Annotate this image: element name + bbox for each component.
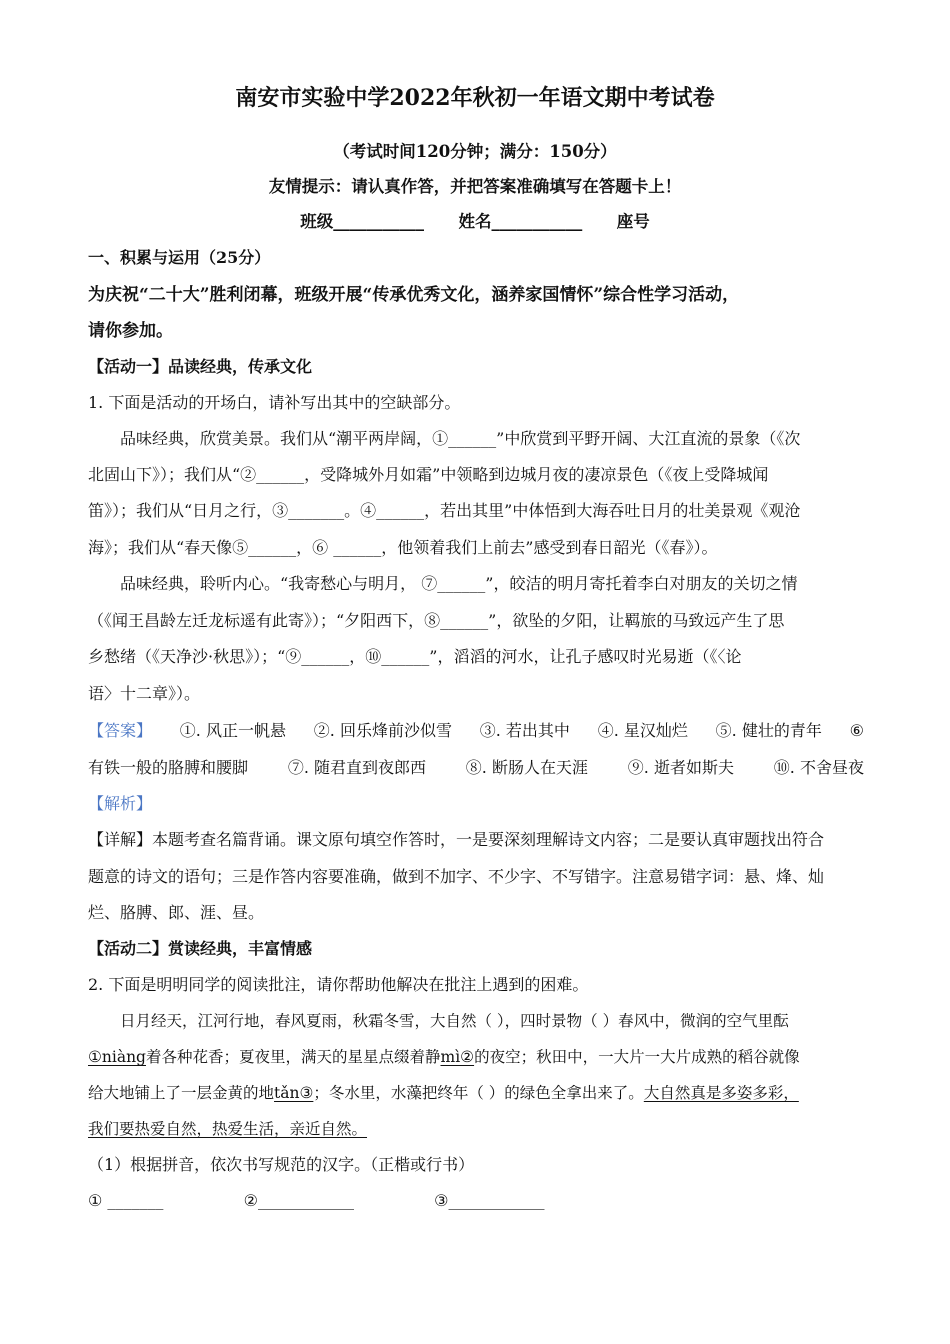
question1-stem: 1. 下面是活动的开场白，请补写出其中的空缺部分。 bbox=[88, 393, 461, 412]
answer-item: ⑥ bbox=[849, 721, 864, 740]
activity1-heading: 【活动一】品读经典，传承文化 bbox=[88, 357, 313, 376]
class-blank[interactable]: ___________ bbox=[333, 212, 425, 231]
subquestion-1: （1）根据拼音，依次书写规范的汉字。（正楷或行书） bbox=[88, 1155, 475, 1174]
answer1-row2 bbox=[88, 757, 864, 779]
q1-para1-line1: 品味经典，欣赏美景。我们从“潮平两岸阔，①______”中欣赏到平野开阔、大江直流的景象（《次 bbox=[120, 429, 801, 448]
q2-passage-line3 bbox=[88, 1082, 864, 1104]
detail-line3: 烂、胳膊、郎、涯、昼。 bbox=[88, 903, 265, 922]
pinyin-blank-2: mì② bbox=[440, 1048, 475, 1066]
underlined-sentence: 大自然真是多姿多彩， bbox=[643, 1084, 799, 1102]
answer-item: ④. 星汉灿烂 bbox=[597, 721, 688, 740]
analysis-label: 【解析】 bbox=[88, 794, 153, 813]
friendly-tip: 友情提示：请认真作答，并把答案准确填写在答题卡上！ bbox=[268, 177, 682, 196]
passage-text: 的夜空；秋田中，一大片一大片成熟的稻谷就像 bbox=[474, 1048, 800, 1066]
answer-item: 有铁一般的胳膊和腰脚 bbox=[88, 758, 249, 777]
name-label: 姓名 bbox=[458, 212, 492, 231]
passage-text: 给大地铺上了一层金黄的地 bbox=[88, 1084, 275, 1102]
answer-item: ③. 若出其中 bbox=[479, 721, 570, 740]
answer-item: ②. 回乐烽前沙似雪 bbox=[313, 721, 452, 740]
answer-blanks-row bbox=[88, 1190, 864, 1212]
pinyin-blank-3: tǎn③ bbox=[274, 1084, 314, 1102]
detail-line1: 【详解】本题考查名篇背诵。课文原句填空作答时，一是要深刻理解诗文内容；二是要认真审题找出符合 bbox=[88, 830, 825, 849]
activity2-heading: 【活动二】赏读经典，丰富情感 bbox=[88, 939, 313, 958]
passage-text: 着各种花香；夏夜里，满天的星星点缀着静 bbox=[145, 1048, 441, 1066]
name-blank[interactable]: ___________ bbox=[491, 212, 583, 231]
seat-label: 座号 bbox=[616, 212, 650, 231]
q2-passage-line1: 日月经天，江河行地，春风夏雨，秋霜冬雪，大自然（ ），四时景物（ ）春风中，微润的空气里酝 bbox=[120, 1012, 789, 1030]
pinyin-blank-1: ①niàng bbox=[88, 1048, 146, 1066]
q1-para2-line2: （《闻王昌龄左迁龙标遥有此寄》）；“夕阳西下，⑧______”，欲坠的夕阳，让羁旅的马致远产生了思 bbox=[88, 611, 785, 630]
answer-item: ⑧. 断肠人在天涯 bbox=[465, 758, 588, 777]
answer-item: ⑤. 健壮的青年 bbox=[715, 721, 822, 740]
section1-heading: 一、积累与运用（25分） bbox=[88, 248, 271, 267]
answer-label: 【答案】 bbox=[88, 721, 153, 740]
q1-para1-line2: 北固山下》）；我们从“②______，受降城外月如霜”中领略到边城月夜的凄凉景色（《夜上受降城闻 bbox=[88, 465, 769, 484]
answer-item: ⑩. 不舍昼夜 bbox=[773, 758, 864, 777]
q1-para1-line3: 笛》）；我们从“日月之行，③_______。④______，若出其里”中体悟到大海吞吐日月的壮美景观《观沧 bbox=[88, 501, 801, 520]
q2-passage-line2 bbox=[88, 1046, 864, 1068]
section1-intro-line2: 请你参加。 bbox=[88, 321, 173, 341]
answer-item: ①. 风正一帆悬 bbox=[179, 721, 286, 740]
detail-line2: 题意的诗文的语句；三是作答内容要准确，做到不加字、不少字、不写错字。注意易错字词：悬、烽、灿 bbox=[88, 867, 825, 886]
answer1-row1 bbox=[88, 720, 864, 742]
q1-para2-line4: 语〉十二章》）。 bbox=[88, 684, 201, 703]
q1-para2-line1: 品味经典，聆听内心。“我寄愁心与明月， ⑦______”，皎洁的明月寄托着李白对朋友的关切之情 bbox=[120, 574, 798, 593]
underlined-sentence-cont: 我们要热爱自然，热爱生活，亲近自然。 bbox=[88, 1120, 368, 1138]
question2-stem: 2. 下面是明明同学的阅读批注，请你帮助他解决在批注上遇到的困难。 bbox=[88, 975, 589, 994]
answer-item: ⑨. 逝者如斯夫 bbox=[627, 758, 734, 777]
q2-passage-line4 bbox=[88, 1118, 864, 1140]
class-label: 班级 bbox=[300, 212, 334, 231]
exam-info: （考试时间120分钟；满分：150分） bbox=[333, 142, 617, 161]
student-info-row bbox=[0, 211, 950, 233]
passage-text: ；冬水里，水藻把终年（ ）的绿色全拿出来了。 bbox=[313, 1084, 644, 1102]
answer-blank-2[interactable]: ②____________ bbox=[243, 1191, 354, 1210]
q1-para2-line3: 乡愁绪（《天净沙·秋思》）；“⑨______，⑩______”，滔滔的河水，让孔子感叹时光易逝（《〈论 bbox=[88, 647, 742, 666]
answer-blank-3[interactable]: ③____________ bbox=[434, 1191, 545, 1210]
exam-title: 南安市实验中学2022年秋初一年语文期中考试卷 bbox=[235, 85, 715, 111]
answer-blank-1[interactable]: ① _______ bbox=[88, 1191, 164, 1210]
q1-para1-line4: 海》；我们从“春天像⑤______，⑥ ______，他领着我们上前去”感受到春日韶光（《春》）。 bbox=[88, 538, 718, 557]
answer-item: ⑦. 随君直到夜郎西 bbox=[287, 758, 426, 777]
section1-intro-line1: 为庆祝“二十大”胜利闭幕，班级开展“传承优秀文化，涵养家国情怀”综合性学习活动， bbox=[88, 285, 740, 305]
